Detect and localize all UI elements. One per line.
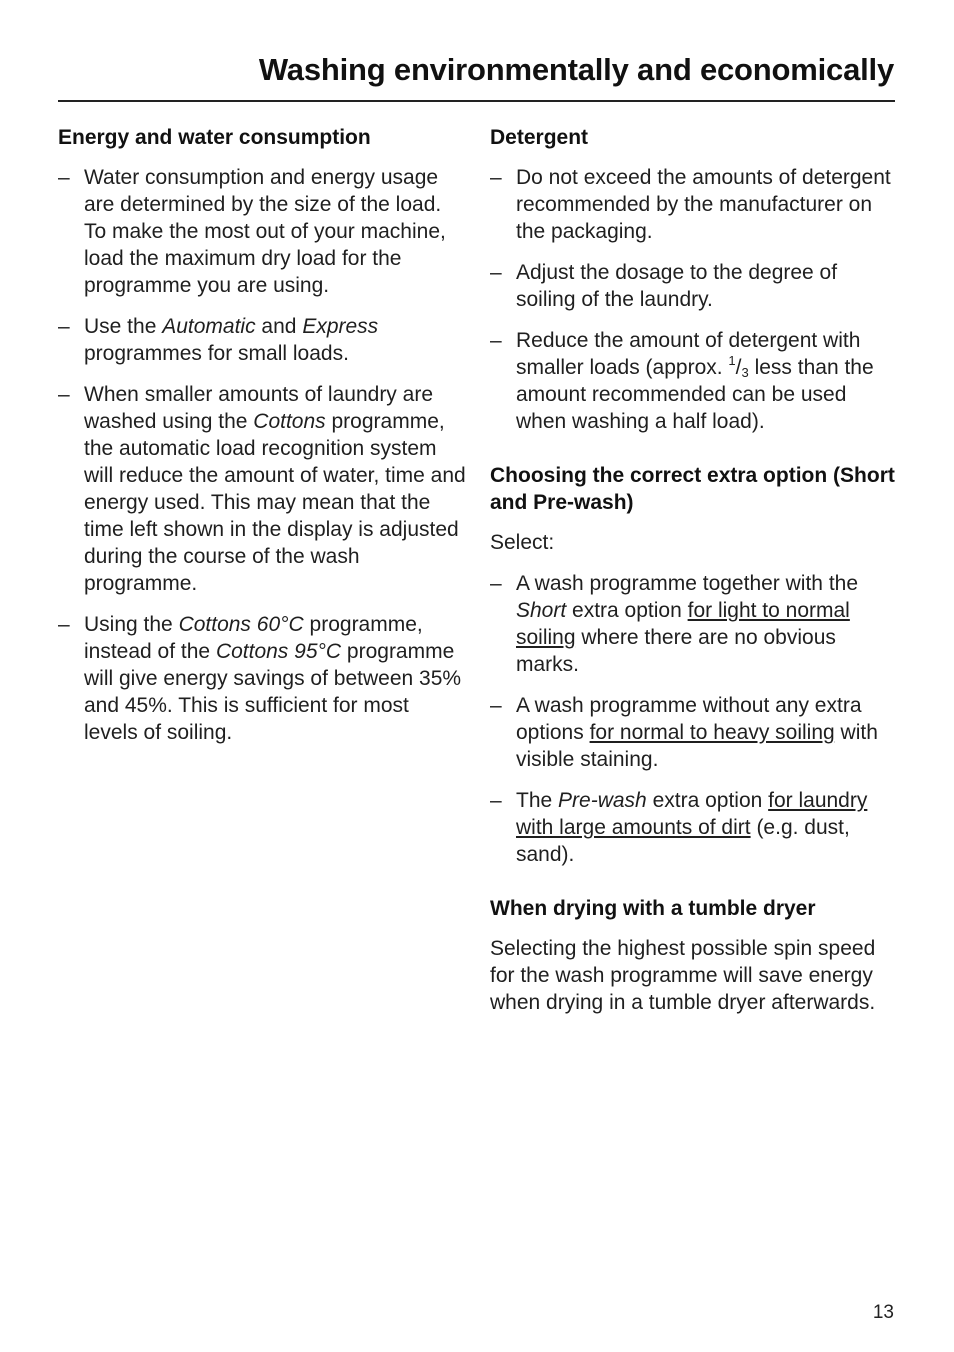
- item-text: extra option: [566, 599, 688, 622]
- item-text: less than the amount recommended can be used when washing a half load).: [516, 356, 874, 433]
- energy-list: [58, 164, 466, 746]
- programme-name: Express: [302, 315, 379, 338]
- item-text: Adjust the dosage to the degree of soiling of the laundry.: [516, 261, 838, 311]
- bullet-dash: –: [58, 166, 70, 189]
- list-item: [490, 570, 900, 678]
- item-text: Do not exceed the amounts of detergent recommended by the manufacturer on the packaging.: [516, 166, 891, 243]
- page-number: 13: [872, 1302, 894, 1323]
- detergent-heading: Detergent: [490, 126, 589, 149]
- soiling-level: for light to normal soiling: [516, 599, 850, 649]
- bullet-dash: –: [490, 572, 502, 595]
- programme-name: Automatic: [162, 315, 256, 338]
- bullet-dash: –: [58, 383, 70, 406]
- soiling-level: for laundry with large amounts of dirt: [516, 789, 868, 839]
- item-text: and: [255, 315, 303, 338]
- fraction-slash: /: [735, 356, 742, 379]
- fraction-numerator: 1: [728, 353, 736, 368]
- item-text: programme, instead of the: [84, 613, 423, 663]
- item-text: A wash programme without any extra options: [516, 694, 862, 744]
- item-text: Use the: [84, 315, 163, 338]
- item-text: To make the most out of your machine, load the maximum dry load for the programme you are using.: [84, 220, 446, 297]
- bullet-dash: –: [490, 166, 502, 189]
- item-text: programme will give energy savings of between 35% and 45%. This is sufficient for most levels of soiling.: [84, 640, 462, 744]
- page-title: Washing environmentally and economically: [258, 52, 894, 87]
- list-item: [490, 327, 900, 435]
- right-column: [490, 124, 900, 1030]
- item-text: extra option: [646, 789, 769, 812]
- item-text: A wash programme together with the: [516, 572, 859, 595]
- select-label: Select:: [490, 531, 555, 554]
- list-item: [490, 259, 900, 313]
- bullet-dash: –: [490, 694, 502, 717]
- item-text: where there are no obvious marks.: [516, 626, 836, 676]
- list-item: [490, 787, 900, 868]
- item-text: Reduce the amount of detergent with smaller loads (approx.: [516, 329, 861, 379]
- detergent-list: [490, 164, 900, 435]
- option-name: Short: [516, 599, 567, 622]
- item-text: programme, the automatic load recognition system will reduce the amount of water, time and energy used. This may mean that the time left shown in the display is adjusted during the course of the wash programme.: [84, 410, 466, 595]
- item-text: When smaller amounts of laundry are washed using the: [84, 383, 433, 433]
- title-divider: [58, 100, 895, 102]
- programme-name: Cottons 60°C: [178, 613, 304, 636]
- bullet-dash: –: [58, 613, 70, 636]
- option-heading: Choosing the correct extra option (Short and Pre-wash): [490, 464, 895, 514]
- programme-name: Cottons 95°C: [215, 640, 342, 663]
- bullet-dash: –: [490, 261, 502, 284]
- soiling-level: for normal to heavy soiling: [589, 721, 835, 744]
- list-item: [490, 164, 900, 245]
- item-text: programmes for small loads.: [84, 342, 349, 365]
- bullet-dash: –: [490, 329, 502, 352]
- left-column: [58, 124, 466, 760]
- programme-name: Cottons: [253, 410, 326, 433]
- item-text: The: [516, 789, 559, 812]
- item-text: Using the: [84, 613, 179, 636]
- item-text: with visible staining.: [516, 721, 878, 771]
- list-item: [58, 164, 466, 299]
- dryer-text: Selecting the highest possible spin speed for the wash programme will save energy when drying in a tumble dryer afterwards.: [490, 937, 876, 1014]
- dryer-heading: When drying with a tumble dryer: [490, 897, 816, 920]
- bullet-dash: –: [58, 315, 70, 338]
- list-item: [58, 313, 466, 367]
- list-item: [58, 381, 466, 597]
- item-text: (e.g. dust, sand).: [516, 816, 850, 866]
- energy-heading: Energy and water consumption: [58, 126, 371, 149]
- list-item: [490, 692, 900, 773]
- bullet-dash: –: [490, 789, 502, 812]
- fraction-denominator: 3: [741, 365, 749, 380]
- item-text: Water consumption and energy usage are determined by the size of the load.: [84, 166, 442, 216]
- list-item: [58, 611, 466, 746]
- options-list: [490, 570, 900, 868]
- option-name: Pre-wash: [558, 789, 647, 812]
